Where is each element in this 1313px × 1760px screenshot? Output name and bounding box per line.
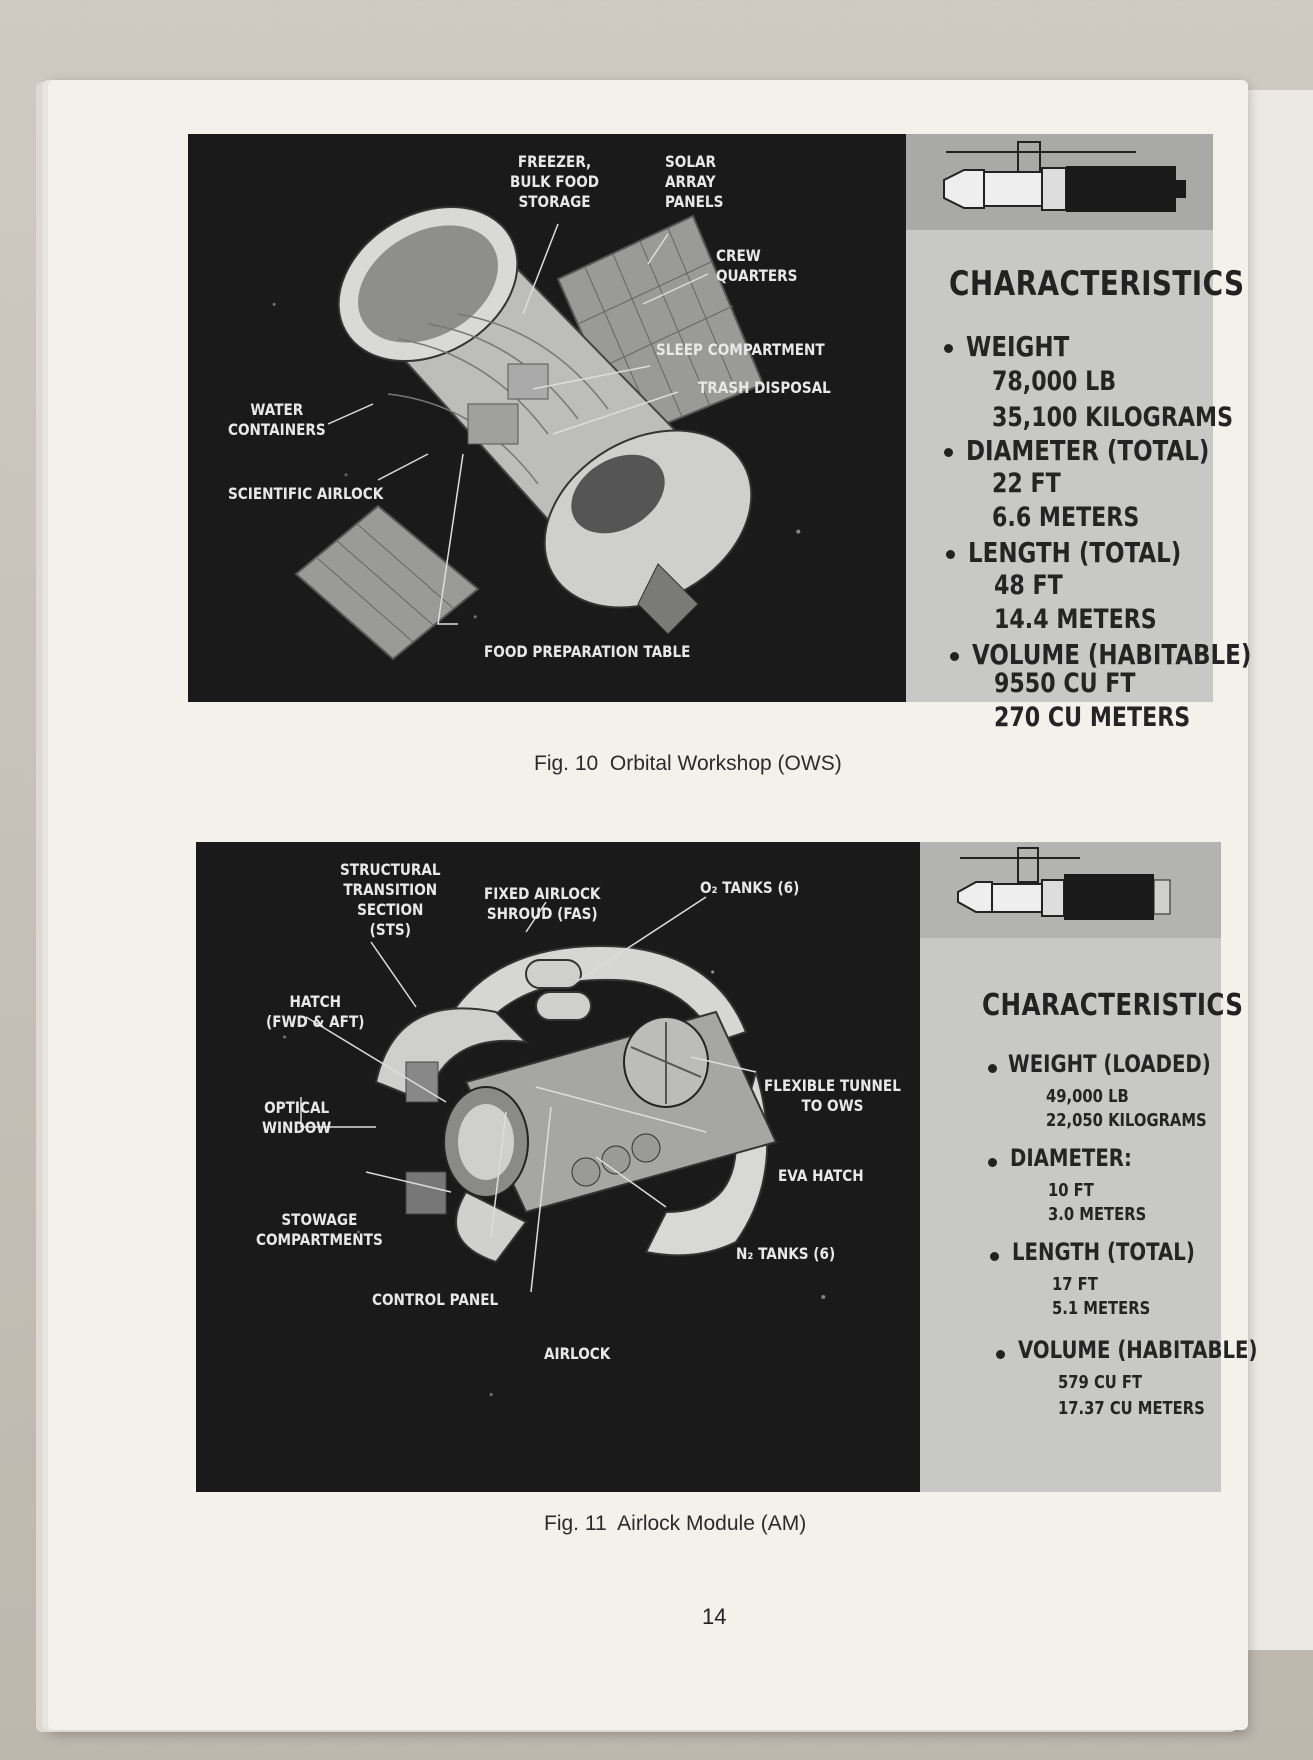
am-length-value-2: 5.1 METERS xyxy=(1052,1298,1151,1319)
bullet-dot xyxy=(988,1158,997,1167)
figure-10-caption: Fig. 10 Orbital Workshop (OWS) xyxy=(534,752,842,775)
am-length-value-1: 17 FT xyxy=(1052,1274,1098,1295)
label-water-containers: WATER CONTAINERS xyxy=(228,400,326,439)
bullet-dot xyxy=(950,652,959,661)
bullet-dot xyxy=(944,448,953,457)
am-characteristics-panel xyxy=(920,842,1258,1492)
label-stowage: STOWAGE COMPARTMENTS xyxy=(256,1210,383,1249)
am-characteristics-title: CHARACTERISTICS xyxy=(982,988,1244,1023)
figure-11-caption: Fig. 11 Airlock Module (AM) xyxy=(544,1512,807,1535)
am-weight-label: WEIGHT (LOADED) xyxy=(1008,1050,1211,1078)
am-diameter-label: DIAMETER: xyxy=(1010,1144,1132,1172)
am-silhouette-header xyxy=(920,842,1221,938)
label-sleep-compartment: SLEEP COMPARTMENT xyxy=(656,340,825,359)
label-hatch: HATCH (FWD & AFT) xyxy=(266,992,365,1031)
bullet-dot xyxy=(944,344,953,353)
label-sts: STRUCTURAL TRANSITION SECTION (STS) xyxy=(340,860,441,939)
label-trash-disposal: TRASH DISPOSAL xyxy=(698,378,831,397)
ows-characteristics-panel xyxy=(906,134,1252,702)
am-length-label: LENGTH (TOTAL) xyxy=(1012,1238,1195,1266)
solar-panel-lower xyxy=(296,506,478,659)
bullet-dot xyxy=(990,1252,999,1261)
ows-volume-value-2: 270 CU METERS xyxy=(994,702,1191,733)
label-flexible-tunnel: FLEXIBLE TUNNEL TO OWS xyxy=(764,1076,901,1115)
page-number: 14 xyxy=(702,1604,727,1629)
am-volume-value-2: 17.37 CU METERS xyxy=(1058,1398,1205,1419)
ows-diameter-label: DIAMETER (TOTAL) xyxy=(966,434,1210,467)
label-optical-window: OPTICAL WINDOW xyxy=(262,1098,332,1137)
bullet-dot xyxy=(988,1064,997,1073)
label-control-panel: CONTROL PANEL xyxy=(372,1290,499,1309)
ows-weight-value-2: 35,100 KILOGRAMS xyxy=(992,402,1234,433)
am-diameter-value-2: 3.0 METERS xyxy=(1048,1204,1147,1225)
am-volume-value-1: 579 CU FT xyxy=(1058,1372,1143,1393)
ows-volume-value-1b: 9550 CU FT xyxy=(994,668,1136,699)
ows-volume-label: VOLUME (HABITABLE) xyxy=(972,638,1252,671)
label-fas: FIXED AIRLOCK SHROUD (FAS) xyxy=(484,884,601,923)
am-diameter-value-1: 10 FT xyxy=(1048,1180,1094,1201)
bullet-dot xyxy=(946,550,955,559)
skylab-silhouette-icon xyxy=(906,134,1213,230)
label-food-preparation: FOOD PREPARATION TABLE xyxy=(484,642,691,661)
label-crew-quarters: CREW QUARTERS xyxy=(716,246,798,285)
ows-characteristics-title: CHARACTERISTICS xyxy=(949,264,1245,304)
label-n2-tanks: N₂ TANKS (6) xyxy=(736,1244,836,1263)
bullet-dot xyxy=(996,1350,1005,1359)
ows-silhouette-header xyxy=(906,134,1213,230)
label-airlock: AIRLOCK xyxy=(544,1344,611,1363)
facing-page-edge xyxy=(1242,90,1313,1650)
skylab-silhouette-icon xyxy=(920,842,1221,938)
ows-length-label: LENGTH (TOTAL) xyxy=(968,536,1182,569)
ows-diameter-value-1: 22 FT xyxy=(992,468,1061,499)
label-freezer: FREEZER, BULK FOOD STORAGE xyxy=(510,152,600,211)
label-scientific-airlock: SCIENTIFIC AIRLOCK xyxy=(228,484,384,503)
ows-weight-value-1: 78,000 LB xyxy=(992,366,1117,397)
ows-length-value-2: 14.4 METERS xyxy=(994,604,1157,635)
ows-length-value-1: 48 FT xyxy=(994,570,1063,601)
ows-weight-label: WEIGHT xyxy=(966,330,1070,363)
am-volume-label: VOLUME (HABITABLE) xyxy=(1018,1336,1258,1364)
label-solar-array: SOLAR ARRAY PANELS xyxy=(665,152,724,211)
am-weight-value-1: 49,000 LB xyxy=(1046,1086,1129,1107)
ows-diameter-value-2: 6.6 METERS xyxy=(992,502,1140,533)
booklet-page xyxy=(48,80,1258,1730)
label-eva-hatch: EVA HATCH xyxy=(778,1166,864,1185)
label-o2-tanks: O₂ TANKS (6) xyxy=(700,878,800,897)
am-weight-value-2: 22,050 KILOGRAMS xyxy=(1046,1110,1207,1131)
